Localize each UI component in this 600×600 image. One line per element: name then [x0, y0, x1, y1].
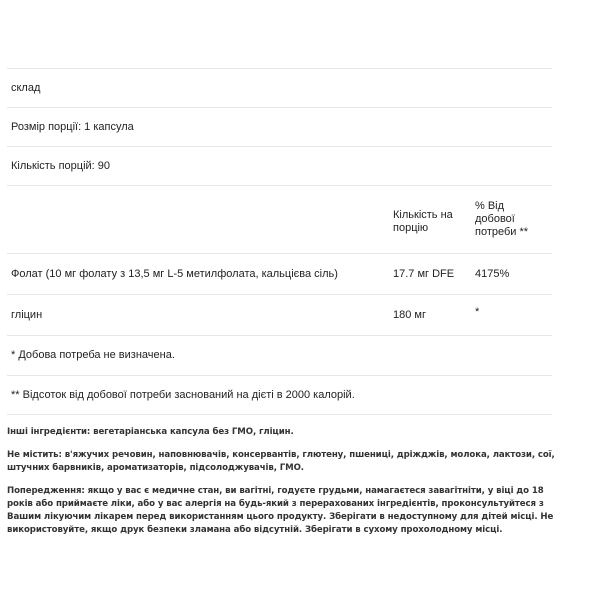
column-header-amount: Кількість на порцію	[393, 208, 453, 234]
nutrient-daily-value: 4175%	[475, 267, 510, 280]
nutrient-name: гліцин	[11, 308, 43, 321]
footnote-daily-value-basis: ** Відсоток від добової потреби заснований на дієті в 2000 калорій.	[11, 388, 355, 401]
serving-size: Розмір порції: 1 капсула	[11, 120, 134, 133]
nutrient-amount: 180 мг	[393, 308, 426, 321]
product-notes	[7, 426, 567, 547]
table-row	[7, 253, 552, 294]
servings-per-container: Кількість порцій: 90	[11, 159, 111, 172]
nutrient-name: Фолат (10 мг фолату з 13,5 мг L-5 метилфолата, кальцієва сіль)	[11, 267, 338, 280]
table-header-row	[7, 185, 552, 253]
footnote-daily-value-not-established: * Добова потреба не визначена.	[11, 349, 175, 361]
nutrient-daily-value: *	[475, 305, 480, 318]
supplement-facts-title: склад	[11, 81, 41, 94]
warning: Попередження: якщо у вас є медичне стан, ви вагітні, годуєте грудьми, намагаєтеся завагітніти, у віці до 18 років або приймаєте ліки, або у вас алергія на будь-який з перерахованих інгредієнтів, проконсультуйтеся з Вашим лікуючим лікарем перед використанням цього продукту. Зберігати в недоступному для дітей місці. Не використовуйте, якщо друк безпеки зламана або відсутній. Зберігати в сухому прохолодному місці.	[7, 486, 554, 535]
serving-size-row	[7, 107, 552, 146]
footnote-row	[7, 335, 552, 375]
column-header-daily-value: % Від добової потреби **	[475, 200, 529, 238]
does-not-contain: Не містить: в'яжучих речовин, наповнювачів, консервантів, глютену, пшениці, дріжджів, молока, лактози, сої, штучних барвників, ароматизаторів, підсолоджувачів, ГМО.	[7, 450, 555, 473]
table-row	[7, 294, 552, 335]
footnote-row	[7, 375, 552, 415]
nutrient-amount: 17.7 мг DFE	[393, 267, 455, 280]
supplement-facts-title-row	[7, 68, 552, 107]
servings-per-container-row	[7, 146, 552, 185]
supplement-facts-panel	[7, 68, 552, 415]
other-ingredients: Інші інгредієнти: вегетаріанська капсула без ГМО, гліцин.	[7, 427, 294, 437]
